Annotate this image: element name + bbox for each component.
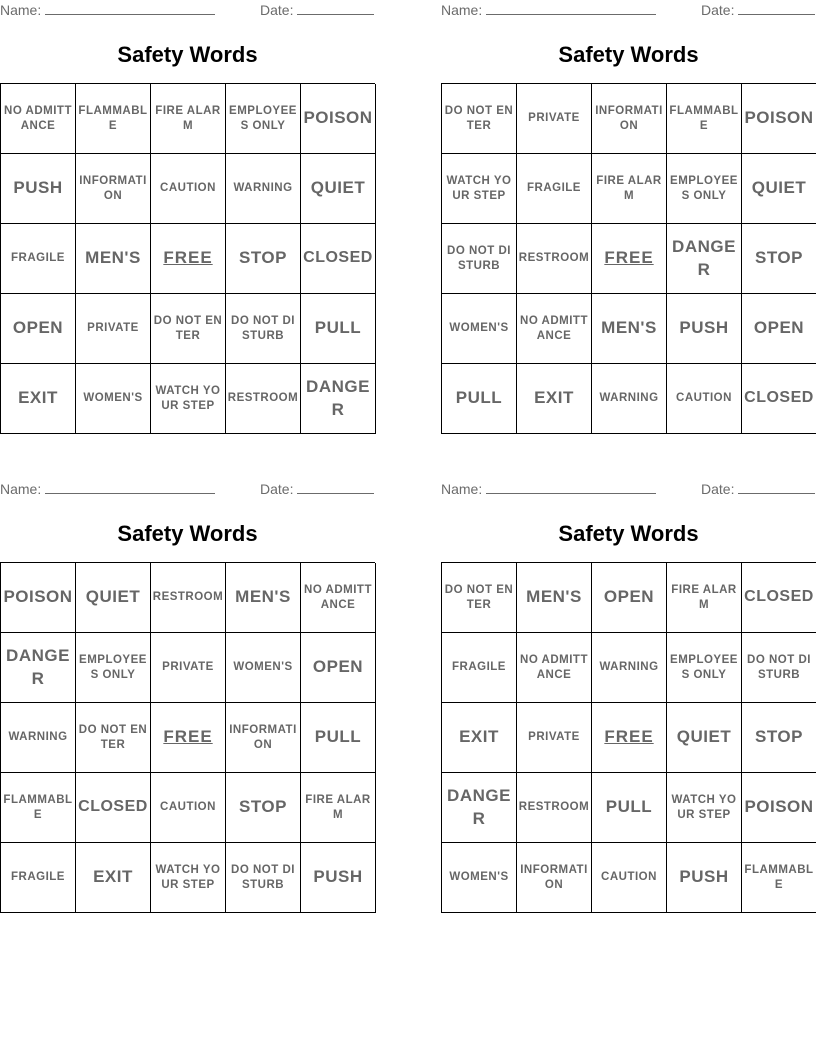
- bingo-cell[interactable]: INFORMATION: [76, 154, 151, 224]
- free-space[interactable]: FREE: [592, 703, 667, 773]
- bingo-cell[interactable]: QUIET: [667, 703, 742, 773]
- bingo-cell[interactable]: DANGER: [667, 224, 742, 294]
- bingo-cell[interactable]: CLOSED: [76, 773, 151, 843]
- bingo-cell[interactable]: EXIT: [442, 703, 517, 773]
- bingo-cell[interactable]: FIRE ALARM: [301, 773, 376, 843]
- name-blank-line[interactable]: [45, 2, 215, 15]
- bingo-cell[interactable]: PRIVATE: [517, 84, 592, 154]
- bingo-cell[interactable]: RESTROOM: [151, 563, 226, 633]
- bingo-cell[interactable]: CLOSED: [742, 364, 816, 434]
- bingo-cell[interactable]: OPEN: [1, 294, 76, 364]
- date-blank-line[interactable]: [297, 2, 374, 15]
- bingo-grid: [441, 562, 816, 913]
- bingo-cell[interactable]: POISON: [742, 773, 816, 843]
- bingo-cell[interactable]: WARNING: [592, 633, 667, 703]
- card-title: Safety Words: [117, 42, 258, 67]
- card-title: Safety Words: [558, 42, 699, 67]
- name-field[interactable]: [0, 2, 215, 18]
- bingo-cell[interactable]: DO NOT DISTURB: [742, 633, 816, 703]
- bingo-cell[interactable]: WATCH YOUR STEP: [151, 843, 226, 913]
- bingo-cell[interactable]: PULL: [592, 773, 667, 843]
- name-label: Name:: [0, 2, 42, 18]
- bingo-cell[interactable]: FIRE ALARM: [592, 154, 667, 224]
- bingo-cell[interactable]: NO ADMITTANCE: [517, 294, 592, 364]
- bingo-cell[interactable]: OPEN: [592, 563, 667, 633]
- bingo-cell[interactable]: WOMEN'S: [442, 294, 517, 364]
- bingo-grid: [0, 83, 375, 434]
- bingo-card: [441, 479, 816, 913]
- bingo-cell[interactable]: DO NOT DISTURB: [442, 224, 517, 294]
- name-field[interactable]: [0, 481, 215, 497]
- date-label: Date:: [701, 481, 735, 497]
- name-field[interactable]: [441, 481, 656, 497]
- name-label: Name:: [441, 2, 483, 18]
- bingo-cell[interactable]: CAUTION: [151, 154, 226, 224]
- bingo-cell[interactable]: EMPLOYEES ONLY: [667, 633, 742, 703]
- bingo-cell[interactable]: MEN'S: [226, 563, 301, 633]
- bingo-cell[interactable]: DANGER: [442, 773, 517, 843]
- bingo-card: [441, 0, 816, 434]
- name-date-row: [0, 479, 375, 501]
- bingo-cell[interactable]: PRIVATE: [151, 633, 226, 703]
- bingo-cell[interactable]: PRIVATE: [76, 294, 151, 364]
- bingo-cell[interactable]: WATCH YOUR STEP: [442, 154, 517, 224]
- card-title: Safety Words: [117, 521, 258, 546]
- bingo-cell[interactable]: FRAGILE: [442, 633, 517, 703]
- bingo-cell[interactable]: POISON: [301, 84, 376, 154]
- name-label: Name:: [0, 481, 42, 497]
- bingo-cell[interactable]: PUSH: [301, 843, 376, 913]
- bingo-cell[interactable]: MEN'S: [517, 563, 592, 633]
- date-label: Date:: [260, 2, 294, 18]
- bingo-card: [0, 479, 375, 913]
- bingo-cell[interactable]: WATCH YOUR STEP: [151, 364, 226, 434]
- bingo-cell[interactable]: POISON: [1, 563, 76, 633]
- bingo-cell[interactable]: DO NOT DISTURB: [226, 294, 301, 364]
- bingo-cell[interactable]: FLAMMABLE: [667, 84, 742, 154]
- bingo-cell[interactable]: PUSH: [667, 843, 742, 913]
- bingo-cell[interactable]: PUSH: [667, 294, 742, 364]
- bingo-cell[interactable]: FRAGILE: [1, 843, 76, 913]
- bingo-cell[interactable]: PULL: [301, 703, 376, 773]
- card-title: Safety Words: [558, 521, 699, 546]
- bingo-cell[interactable]: WOMEN'S: [76, 364, 151, 434]
- bingo-cell[interactable]: EXIT: [517, 364, 592, 434]
- bingo-cell[interactable]: PULL: [301, 294, 376, 364]
- free-space[interactable]: FREE: [151, 703, 226, 773]
- bingo-grid: [441, 83, 816, 434]
- bingo-cell[interactable]: STOP: [742, 224, 816, 294]
- bingo-cell[interactable]: POISON: [742, 84, 816, 154]
- name-label: Name:: [441, 481, 483, 497]
- bingo-cell[interactable]: STOP: [226, 773, 301, 843]
- bingo-card: [0, 0, 375, 434]
- bingo-cell[interactable]: DANGER: [1, 633, 76, 703]
- bingo-cell[interactable]: RESTROOM: [517, 773, 592, 843]
- date-blank-line[interactable]: [297, 481, 374, 494]
- date-blank-line[interactable]: [738, 2, 815, 15]
- bingo-cell[interactable]: FLAMMABLE: [1, 773, 76, 843]
- bingo-cell[interactable]: NO ADMITTANCE: [517, 633, 592, 703]
- bingo-grid: [0, 562, 375, 913]
- bingo-cell[interactable]: EXIT: [76, 843, 151, 913]
- name-date-row: [0, 0, 375, 22]
- bingo-cell[interactable]: QUIET: [742, 154, 816, 224]
- bingo-cell[interactable]: RESTROOM: [226, 364, 301, 434]
- bingo-cell[interactable]: MEN'S: [592, 294, 667, 364]
- bingo-cell[interactable]: FLAMMABLE: [742, 843, 816, 913]
- bingo-cell[interactable]: FRAGILE: [1, 224, 76, 294]
- bingo-cell[interactable]: EMPLOYEES ONLY: [226, 84, 301, 154]
- bingo-cell[interactable]: STOP: [226, 224, 301, 294]
- date-field[interactable]: [701, 2, 815, 18]
- bingo-cell[interactable]: DO NOT ENTER: [442, 84, 517, 154]
- bingo-cell[interactable]: QUIET: [301, 154, 376, 224]
- bingo-cell[interactable]: EMPLOYEES ONLY: [667, 154, 742, 224]
- bingo-cell[interactable]: INFORMATION: [592, 84, 667, 154]
- bingo-cell[interactable]: WARNING: [1, 703, 76, 773]
- bingo-cell[interactable]: FRAGILE: [517, 154, 592, 224]
- bingo-cell[interactable]: FIRE ALARM: [151, 84, 226, 154]
- bingo-cell[interactable]: EXIT: [1, 364, 76, 434]
- bingo-cell[interactable]: NO ADMITTANCE: [1, 84, 76, 154]
- bingo-cell[interactable]: QUIET: [76, 563, 151, 633]
- bingo-cell[interactable]: DO NOT ENTER: [76, 703, 151, 773]
- name-date-row: [441, 0, 816, 22]
- date-field[interactable]: [260, 481, 374, 497]
- date-field[interactable]: [701, 481, 815, 497]
- bingo-cell[interactable]: CLOSED: [301, 224, 376, 294]
- bingo-cell[interactable]: EMPLOYEES ONLY: [76, 633, 151, 703]
- bingo-cell[interactable]: MEN'S: [76, 224, 151, 294]
- bingo-cell[interactable]: INFORMATION: [517, 843, 592, 913]
- bingo-cell[interactable]: NO ADMITTANCE: [301, 563, 376, 633]
- bingo-cell[interactable]: PRIVATE: [517, 703, 592, 773]
- date-blank-line[interactable]: [738, 481, 815, 494]
- bingo-cell[interactable]: CAUTION: [667, 364, 742, 434]
- bingo-cell[interactable]: STOP: [742, 703, 816, 773]
- bingo-cell[interactable]: CAUTION: [592, 843, 667, 913]
- bingo-cell[interactable]: FIRE ALARM: [667, 563, 742, 633]
- bingo-cell[interactable]: OPEN: [742, 294, 816, 364]
- name-blank-line[interactable]: [486, 2, 656, 15]
- name-field[interactable]: [441, 2, 656, 18]
- free-space[interactable]: FREE: [592, 224, 667, 294]
- bingo-cell[interactable]: WARNING: [226, 154, 301, 224]
- bingo-cell[interactable]: PULL: [442, 364, 517, 434]
- bingo-cell[interactable]: WOMEN'S: [226, 633, 301, 703]
- bingo-cell[interactable]: OPEN: [301, 633, 376, 703]
- name-blank-line[interactable]: [45, 481, 215, 494]
- bingo-cell[interactable]: WATCH YOUR STEP: [667, 773, 742, 843]
- date-label: Date:: [701, 2, 735, 18]
- bingo-cell[interactable]: CLOSED: [742, 563, 816, 633]
- date-field[interactable]: [260, 2, 374, 18]
- name-blank-line[interactable]: [486, 481, 656, 494]
- date-label: Date:: [260, 481, 294, 497]
- bingo-cell[interactable]: RESTROOM: [517, 224, 592, 294]
- name-date-row: [441, 479, 816, 501]
- bingo-cell[interactable]: DO NOT DISTURB: [226, 843, 301, 913]
- bingo-cell[interactable]: CAUTION: [151, 773, 226, 843]
- bingo-cell[interactable]: FLAMMABLE: [76, 84, 151, 154]
- bingo-cell[interactable]: DO NOT ENTER: [151, 294, 226, 364]
- bingo-cell[interactable]: DO NOT ENTER: [442, 563, 517, 633]
- bingo-cell[interactable]: INFORMATION: [226, 703, 301, 773]
- free-space[interactable]: FREE: [151, 224, 226, 294]
- bingo-cell[interactable]: PUSH: [1, 154, 76, 224]
- bingo-cell[interactable]: DANGER: [301, 364, 376, 434]
- bingo-cell[interactable]: WOMEN'S: [442, 843, 517, 913]
- bingo-cell[interactable]: WARNING: [592, 364, 667, 434]
